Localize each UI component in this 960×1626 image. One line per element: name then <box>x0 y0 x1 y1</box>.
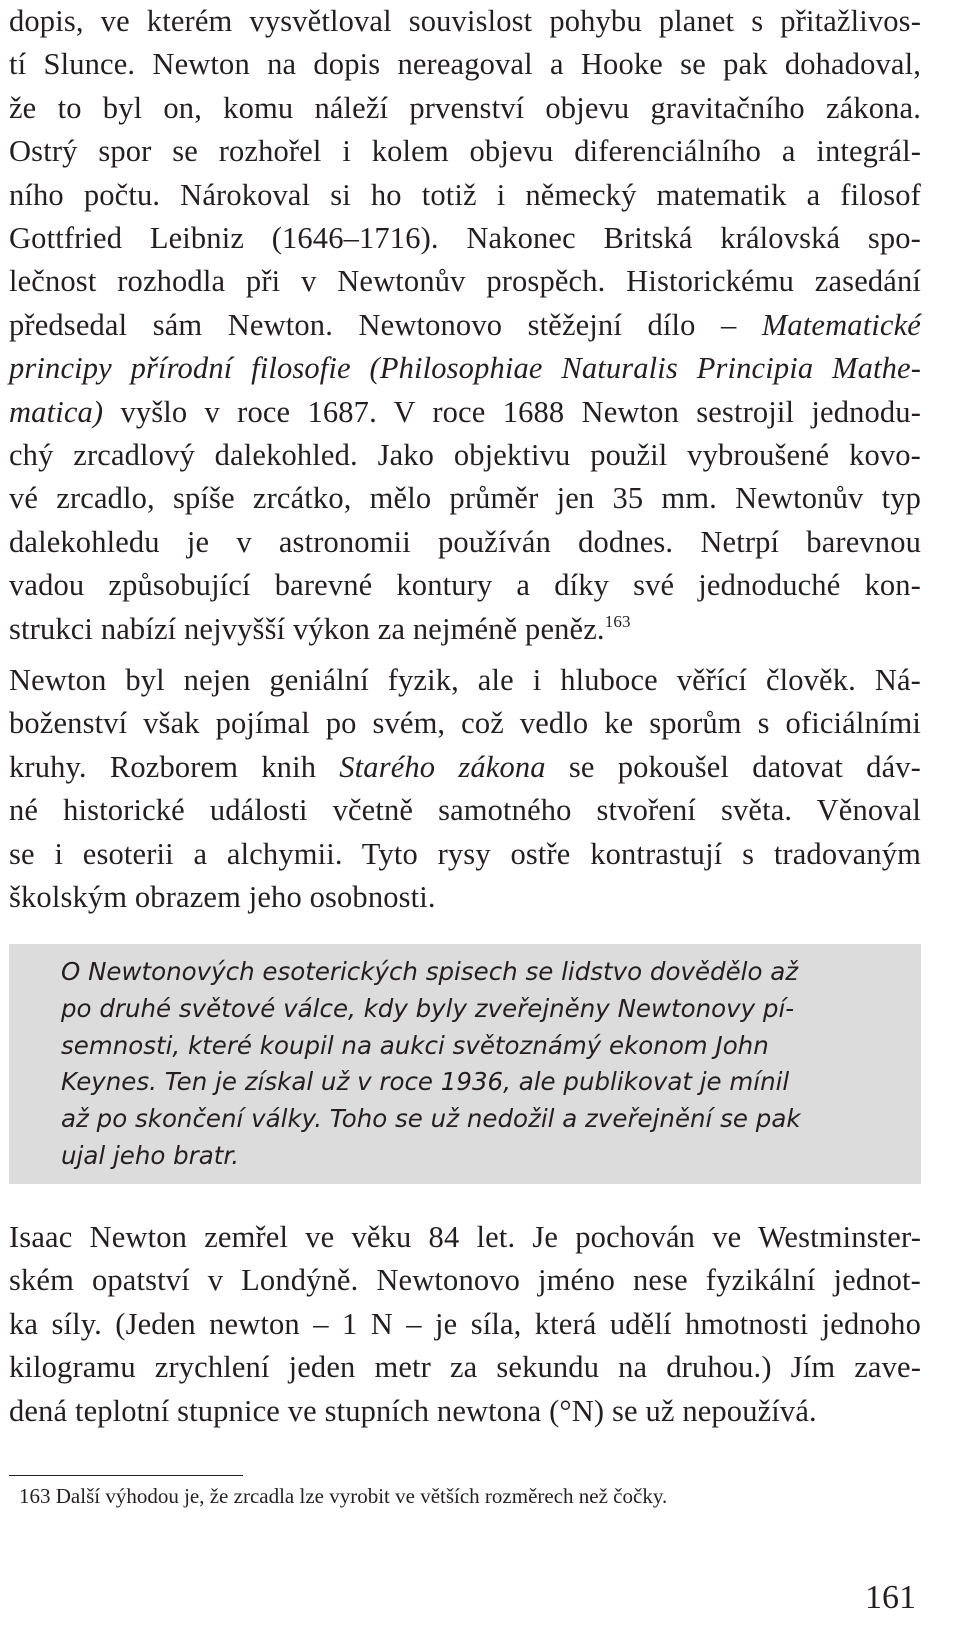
text-line: školským obrazem jeho osobnosti. <box>9 880 436 915</box>
text-segment: kruhy. Rozborem knih <box>9 749 340 784</box>
box-line: O Newtonových esoterických spisech se lidstvo dovědělo až <box>61 957 799 986</box>
text-line: dalekohledu je v astronomii používán dodnes. Netrpí barevnou <box>9 524 921 559</box>
text-line <box>9 347 921 390</box>
text-line: dopis, ve kterém vysvětloval souvislost pohybu planet s přitažlivos- <box>9 4 921 38</box>
text-segment: se pokoušel datovat dáv- <box>545 749 921 784</box>
text-line <box>9 608 921 651</box>
text-line: boženství však pojímal po svém, což vedlo ke sporům s oficiálními <box>9 706 921 741</box>
paragraph-telescope <box>9 0 921 651</box>
text-line: Gottfried Leibniz (1646–1716). Nakonec Britská královská spo- <box>9 221 921 256</box>
text-line: chý zrcadlový dalekohled. Jako objektivu použil vybroušené kovo- <box>9 438 921 473</box>
box-line: semnosti, které koupil na aukci světoznámý ekonom John <box>61 1030 769 1060</box>
text-line <box>9 304 921 347</box>
box-text <box>61 954 877 1175</box>
footnote-separator <box>9 1475 243 1476</box>
box-line: Keynes. Ten je získal už v roce 1936, ale publikovat je mínil <box>61 1067 790 1097</box>
text-line: ního počtu. Nárokoval si ho totiž i německý matematik a filosof <box>9 177 921 212</box>
box-line: po druhé světové válce, kdy byly zveřejněny Newtonovy pí- <box>61 993 795 1023</box>
paragraph-religion <box>9 659 921 919</box>
text-line: vé zrcadlo, spíše zrcátko, mělo průměr jen 35 mm. Newtonův typ <box>9 481 921 516</box>
text-line: ka síly. (Jeden newton – 1 N – je síla, která udělí hmotnosti jednoho <box>9 1306 921 1341</box>
text-line: Ostrý spor se rozhořel i kolem objevu diferenciálního a integrál- <box>9 134 921 169</box>
book-title-italic: matica) <box>9 394 104 429</box>
text-line: dená teplotní stupnice ve stupních newtona (°N) se už nepoužívá. <box>9 1393 817 1428</box>
box-line: až po skončení války. Toho se už nedožil a zveřejnění se pak <box>61 1104 801 1134</box>
esoteric-writings-box <box>9 944 921 1184</box>
text-line: né historické události včetně samotného stvoření světa. Věnoval <box>9 793 921 828</box>
text-line: se i esoterii a alchymii. Tyto rysy ostře kontrastují s tradovaným <box>9 836 921 871</box>
text-line <box>9 391 921 434</box>
book-title-italic: Matematické <box>761 307 921 342</box>
text-segment: strukci nabízí nejvyšší výkon za nejméně peněz. <box>9 611 605 646</box>
text-line: lečnost rozhodla při v Newtonův prospěch. Historickému zasedání <box>9 264 921 299</box>
footnote-reference[interactable]: 163 <box>604 611 631 631</box>
footnote-163: 163 Další výhodou je, že zrcadla lze vyrobit ve větších rozměrech než čočky. <box>19 1484 668 1508</box>
text-line <box>9 746 921 789</box>
text-line: tí Slunce. Newton na dopis nereagoval a Hooke se pak dohadoval, <box>9 47 921 82</box>
book-title-italic: principy přírodní filosofie (Philosophiae Naturalis Principia Mathe- <box>9 351 921 386</box>
text-line: vadou způsobující barevné kontury a díky své jednoduché kon- <box>9 568 921 603</box>
paragraph-death <box>9 1216 921 1433</box>
box-line: ujal jeho bratr. <box>61 1140 239 1170</box>
text-line: Newton byl nejen geniální fyzik, ale i hluboce věřící člověk. Ná- <box>9 663 921 697</box>
text-segment: předsedal sám Newton. Newtonovo stěžejní dílo – <box>9 307 762 342</box>
text-line: Isaac Newton zemřel ve věku 84 let. Je pochován ve Westminster- <box>9 1220 921 1254</box>
page-number: 161 <box>865 1579 916 1616</box>
text-segment: vyšlo v roce 1687. V roce 1688 Newton sestrojil jednodu- <box>103 394 921 429</box>
text-line: že to byl on, komu náleží prvenství objevu gravitačního zákona. <box>9 90 921 125</box>
text-line: kilogramu zrychlení jeden metr za sekundu na druhou.) Jím zave- <box>9 1350 921 1385</box>
text-line: ském opatství v Londýně. Newtonovo jméno nese fyzikální jednot- <box>9 1263 921 1298</box>
book-title-italic: Starého zákona <box>339 749 546 784</box>
